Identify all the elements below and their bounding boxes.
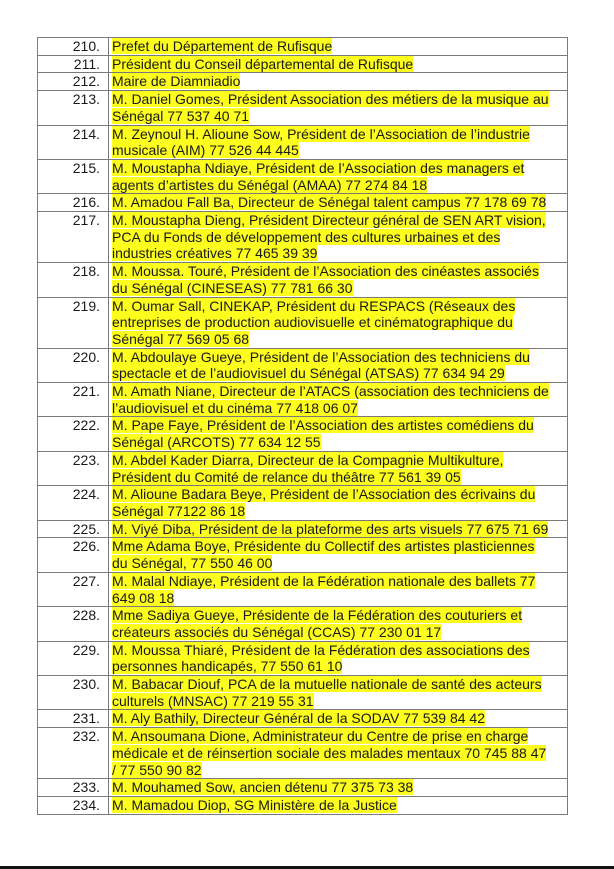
entry-line — [112, 797, 567, 814]
table-body — [38, 38, 568, 815]
table-row — [38, 348, 568, 382]
entry-line — [112, 521, 567, 538]
row-number: 231. — [38, 710, 109, 728]
row-entry — [109, 212, 568, 263]
entry-line — [112, 56, 567, 73]
entry-line — [112, 710, 567, 727]
table-row — [38, 212, 568, 263]
row-number: 220. — [38, 348, 109, 382]
entry-line — [112, 486, 567, 503]
row-entry — [109, 520, 568, 538]
highlighted-text: M. Mamadou Diop, SG Ministère de la Justice — [112, 796, 397, 813]
table-row — [38, 263, 568, 297]
table-row — [38, 710, 568, 728]
highlighted-text: spectacle et de l’audiovisuel du Sénégal (ATSAS) 77 634 94 29 — [112, 365, 505, 382]
entry-line — [112, 212, 567, 229]
highlighted-text: M. Moustapha Dieng, Président Directeur général de SEN ART vision, — [112, 212, 546, 229]
highlighted-text: Sénégal 77 537 40 71 — [112, 107, 250, 124]
row-number: 221. — [38, 383, 109, 417]
table-row — [38, 641, 568, 675]
row-number: 224. — [38, 486, 109, 520]
row-entry — [109, 194, 568, 212]
highlighted-text: 649 08 18 — [112, 589, 175, 606]
table-row — [38, 451, 568, 485]
row-entry — [109, 55, 568, 73]
row-number: 218. — [38, 263, 109, 297]
row-entry — [109, 348, 568, 382]
row-entry — [109, 159, 568, 193]
entry-line — [112, 400, 567, 417]
highlighted-text: Sénégal 77 569 05 68 — [112, 330, 250, 347]
entry-line — [112, 142, 567, 159]
entry-line — [112, 91, 567, 108]
row-entry — [109, 779, 568, 797]
row-number: 229. — [38, 641, 109, 675]
entry-line — [112, 365, 567, 382]
row-entry — [109, 728, 568, 779]
entry-line — [112, 263, 567, 280]
highlighted-text: musicale (AIM) 77 526 44 445 — [112, 142, 299, 159]
entry-line — [112, 538, 567, 555]
row-number: 214. — [38, 125, 109, 159]
entry-line — [112, 108, 567, 125]
highlighted-text: M. Mouhamed Sow, ancien détenu 77 375 73 38 — [112, 779, 414, 796]
table-row — [38, 607, 568, 641]
row-number: 211. — [38, 55, 109, 73]
entry-line — [112, 331, 567, 348]
row-entry — [109, 417, 568, 451]
row-entry — [109, 38, 568, 56]
entry-line — [112, 469, 567, 486]
entry-line — [112, 779, 567, 796]
highlighted-text: M. Pape Faye, Président de l’Association des artistes comédiens du — [112, 417, 534, 434]
highlighted-text: M. Babacar Diouf, PCA de la mutuelle nationale de santé des acteurs — [112, 676, 542, 693]
highlighted-text: M. Zeynoul H. Alioune Sow, Président de l’Association de l’industrie — [112, 125, 530, 142]
highlighted-text: Sénégal 77122 86 18 — [112, 502, 246, 519]
entry-line — [112, 624, 567, 641]
entry-line — [112, 658, 567, 675]
row-number: 228. — [38, 607, 109, 641]
row-number: 230. — [38, 676, 109, 710]
row-number: 222. — [38, 417, 109, 451]
table-row — [38, 538, 568, 572]
entry-line — [112, 314, 567, 331]
entry-line — [112, 693, 567, 710]
highlighted-text: M. Moussa Thiaré, Président de la Fédération des associations des — [112, 641, 530, 658]
entry-line — [112, 745, 567, 762]
entry-line — [112, 383, 567, 400]
highlighted-text: industries créatives 77 465 39 39 — [112, 245, 318, 262]
entry-line — [112, 126, 567, 143]
highlighted-text: Sénégal (ARCOTS) 77 634 12 55 — [112, 434, 321, 451]
highlighted-text: M. Amath Niane, Directeur de l’ATACS (association des techniciens de — [112, 383, 549, 400]
highlighted-text: Mme Sadiya Gueye, Présidente de la Fédération des couturiers et — [112, 607, 523, 624]
entry-line — [112, 280, 567, 297]
highlighted-text: Président du Comité de relance du théâtre 77 561 39 05 — [112, 468, 461, 485]
row-entry — [109, 297, 568, 348]
highlighted-text: l’audiovisuel et du cinéma 77 418 06 07 — [112, 399, 358, 416]
row-entry — [109, 383, 568, 417]
entry-line — [112, 762, 567, 779]
entry-line — [112, 245, 567, 262]
table-row — [38, 676, 568, 710]
highlighted-text: M. Malal Ndiaye, Président de la Fédération nationale des ballets 77 — [112, 572, 536, 589]
row-entry — [109, 486, 568, 520]
highlighted-text: M. Viyé Diba, Président de la plateforme des arts visuels 77 675 71 69 — [112, 520, 549, 537]
row-number: 226. — [38, 538, 109, 572]
row-entry — [109, 641, 568, 675]
row-entry — [109, 538, 568, 572]
row-entry — [109, 572, 568, 606]
row-number: 216. — [38, 194, 109, 212]
entry-line — [112, 434, 567, 451]
table-row — [38, 572, 568, 606]
table-row — [38, 159, 568, 193]
entry-line — [112, 503, 567, 520]
table-row — [38, 55, 568, 73]
table-row — [38, 38, 568, 56]
table-row — [38, 73, 568, 91]
highlighted-text: créateurs associés du Sénégal (CCAS) 77 230 01 17 — [112, 623, 442, 640]
row-entry — [109, 676, 568, 710]
row-entry — [109, 451, 568, 485]
highlighted-text: M. Aly Bathily, Directeur Général de la SODAV 77 539 84 42 — [112, 710, 486, 727]
row-number: 232. — [38, 728, 109, 779]
row-entry — [109, 91, 568, 125]
entry-line — [112, 298, 567, 315]
row-number: 215. — [38, 159, 109, 193]
invitee-list-table — [37, 37, 568, 815]
table-row — [38, 297, 568, 348]
highlighted-text: Président du Conseil départemental de Rufisque — [112, 55, 414, 72]
entry-line — [112, 452, 567, 469]
row-number: 233. — [38, 779, 109, 797]
highlighted-text: M. Abdel Kader Diarra, Directeur de la Compagnie Multikulture, — [112, 451, 504, 468]
highlighted-text: Prefet du Département de Rufisque — [112, 38, 333, 54]
highlighted-text: / 77 550 90 82 — [112, 761, 202, 778]
entry-line — [112, 38, 567, 55]
highlighted-text: PCA du Fonds de développement des cultures urbaines et des — [112, 228, 501, 245]
entry-line — [112, 676, 567, 693]
highlighted-text: M. Moustapha Ndiaye, Président de l’Association des managers et — [112, 159, 525, 176]
row-number: 219. — [38, 297, 109, 348]
highlighted-text: M. Daniel Gomes, Président Association des métiers de la musique au — [112, 91, 549, 108]
row-number: 227. — [38, 572, 109, 606]
entry-line — [112, 229, 567, 246]
entry-line — [112, 555, 567, 572]
highlighted-text: médicale et de réinsertion sociale des malades mentaux 70 745 88 47 — [112, 744, 547, 761]
entry-line — [112, 728, 567, 745]
table-row — [38, 520, 568, 538]
row-entry — [109, 73, 568, 91]
row-entry — [109, 263, 568, 297]
entry-line — [112, 160, 567, 177]
entry-line — [112, 349, 567, 366]
table-row — [38, 91, 568, 125]
entry-line — [112, 73, 567, 90]
entry-line — [112, 177, 567, 194]
row-entry — [109, 796, 568, 814]
highlighted-text: culturels (MNSAC) 77 219 55 31 — [112, 692, 314, 709]
table-row — [38, 486, 568, 520]
row-entry — [109, 125, 568, 159]
highlighted-text: M. Oumar Sall, CINEKAP, Président du RESPACS (Réseaux des — [112, 297, 516, 314]
highlighted-text: M. Alioune Badara Beye, Président de l’Association des écrivains du — [112, 486, 536, 503]
entry-line — [112, 194, 567, 211]
entry-line — [112, 642, 567, 659]
entry-line — [112, 590, 567, 607]
row-number: 234. — [38, 796, 109, 814]
highlighted-text: M. Abdoulaye Gueye, Président de l’Association des techniciens du — [112, 348, 530, 365]
table-row — [38, 796, 568, 814]
highlighted-text: agents d’artistes du Sénégal (AMAA) 77 274 84 18 — [112, 176, 428, 193]
table-row — [38, 383, 568, 417]
table-row — [38, 728, 568, 779]
highlighted-text: M. Amadou Fall Ba, Directeur de Sénégal talent campus 77 178 69 78 — [112, 194, 547, 211]
row-number: 213. — [38, 91, 109, 125]
entry-line — [112, 607, 567, 624]
highlighted-text: Maire de Diamniadio — [112, 73, 241, 90]
row-number: 212. — [38, 73, 109, 91]
row-entry — [109, 607, 568, 641]
highlighted-text: du Sénégal (CINESEAS) 77 781 66 30 — [112, 279, 353, 296]
highlighted-text: personnes handicapés, 77 550 61 10 — [112, 658, 343, 675]
highlighted-text: M. Ansoumana Dione, Administrateur du Centre de prise en charge — [112, 728, 529, 745]
table-row — [38, 417, 568, 451]
entry-line — [112, 573, 567, 590]
row-number: 217. — [38, 212, 109, 263]
table-row — [38, 125, 568, 159]
highlighted-text: Mme Adama Boye, Présidente du Collectif des artistes plasticiennes — [112, 538, 535, 555]
highlighted-text: entreprises de production audiovisuelle et cinématographique du — [112, 314, 513, 331]
highlighted-text: du Sénégal, 77 550 46 00 — [112, 555, 273, 572]
row-entry — [109, 710, 568, 728]
entry-line — [112, 417, 567, 434]
row-number: 223. — [38, 451, 109, 485]
row-number: 210. — [38, 38, 109, 56]
table-row — [38, 194, 568, 212]
table-row — [38, 779, 568, 797]
highlighted-text: M. Moussa. Touré, Président de l’Association des cinéastes associés — [112, 263, 539, 280]
row-number: 225. — [38, 520, 109, 538]
